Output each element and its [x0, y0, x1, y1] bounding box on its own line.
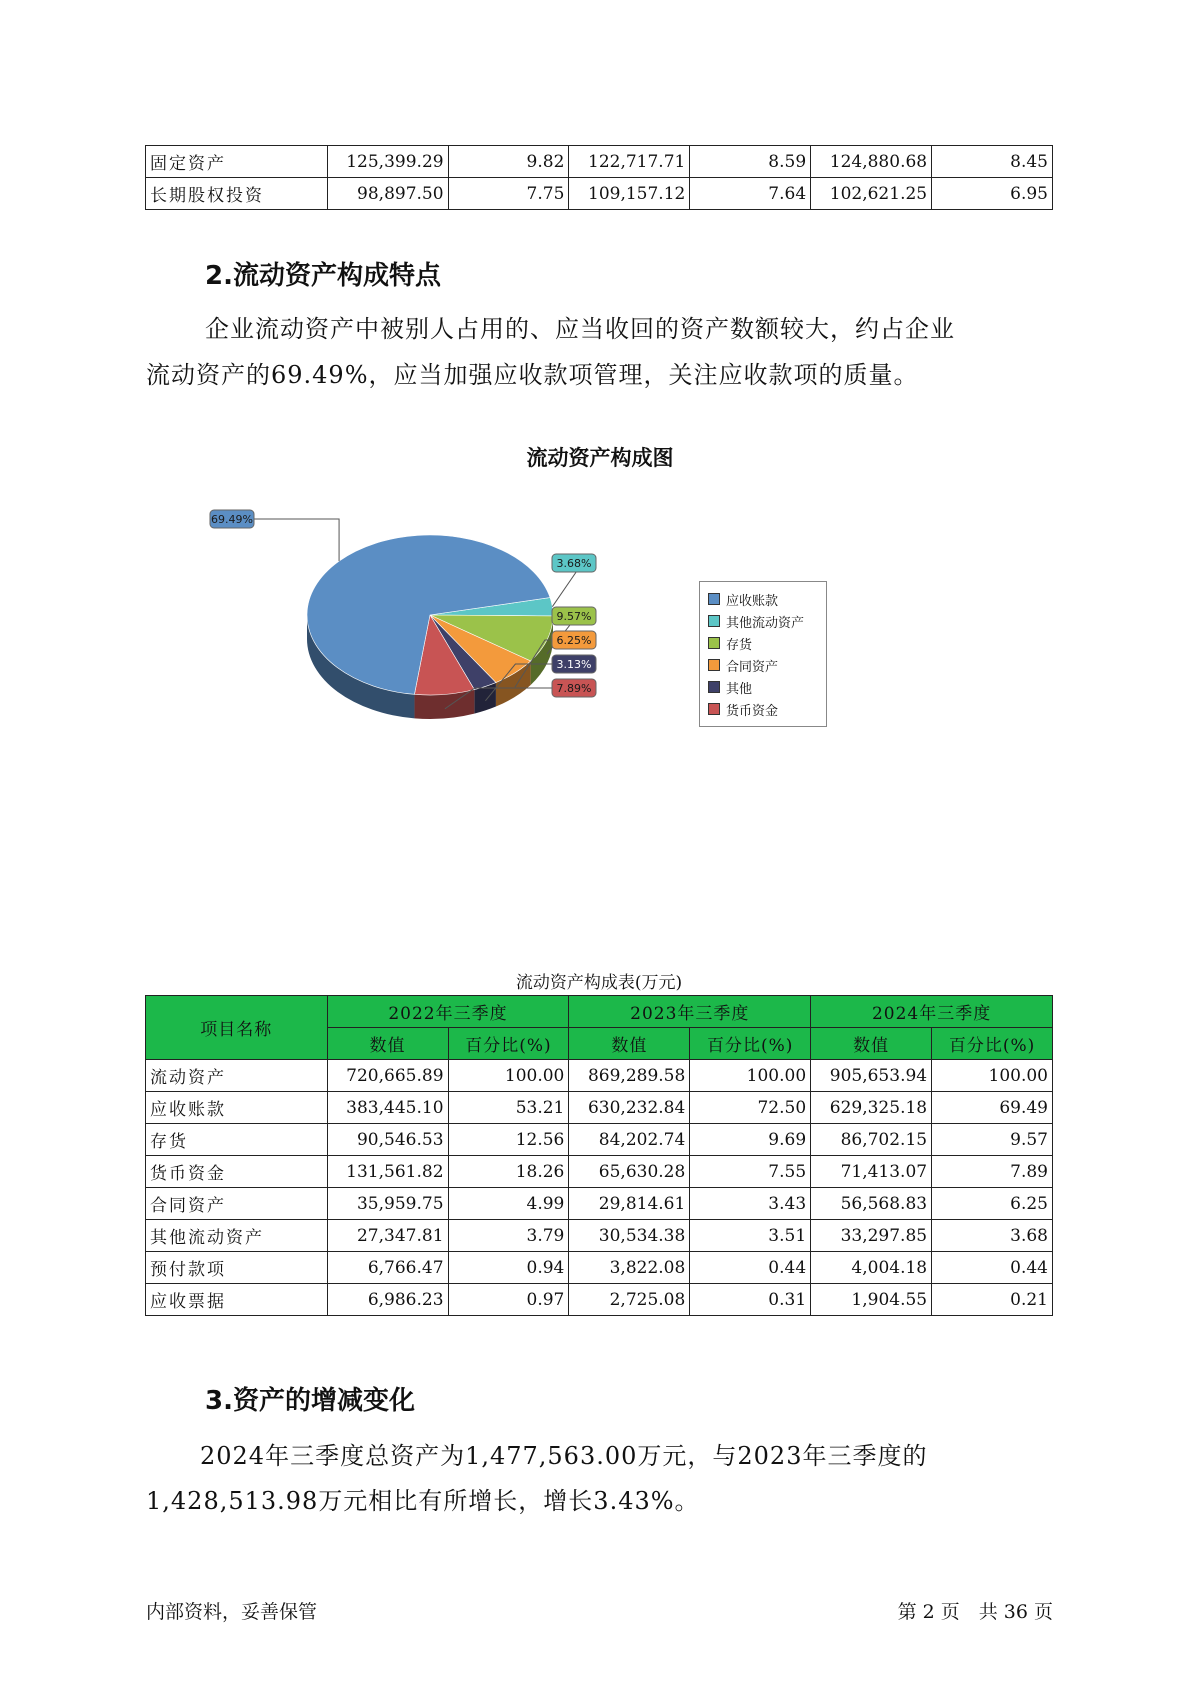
pct-cell: 72.50 [690, 1092, 811, 1124]
value-cell: 56,568.83 [811, 1188, 932, 1220]
pct-cell: 100.00 [448, 1060, 569, 1092]
legend-label: 合同资产 [726, 659, 779, 675]
table-row [146, 1060, 1053, 1092]
row-name: 合同资产 [146, 1188, 328, 1220]
header-pct: 百分比(%) [448, 1028, 569, 1060]
value-cell: 109,157.12 [569, 178, 690, 210]
chart-title: 流动资产构成图 [526, 446, 674, 470]
pct-cell: 53.21 [448, 1092, 569, 1124]
pct-cell: 0.44 [932, 1252, 1053, 1284]
pct-cell: 100.00 [932, 1060, 1053, 1092]
row-name: 其他流动资产 [146, 1220, 328, 1252]
pct-cell: 7.55 [690, 1156, 811, 1188]
value-cell: 90,546.53 [327, 1124, 448, 1156]
pct-cell: 0.44 [690, 1252, 811, 1284]
value-cell: 98,897.50 [327, 178, 448, 210]
table-row [146, 178, 1053, 210]
data-label: 6.25% [556, 634, 592, 647]
pct-cell: 100.00 [690, 1060, 811, 1092]
data-label: 9.57% [556, 610, 592, 623]
legend-item [708, 698, 818, 720]
pct-cell: 18.26 [448, 1156, 569, 1188]
table-caption: 流动资产构成表(万元) [515, 973, 683, 993]
value-cell: 33,297.85 [811, 1220, 932, 1252]
data-label: 3.68% [556, 557, 592, 570]
legend-item [708, 610, 818, 632]
value-cell: 122,717.71 [569, 146, 690, 178]
section2-para-line1: 企业流动资产中被别人占用的、应当收回的资产数额较大，约占企业 [205, 315, 955, 343]
row-name: 应收票据 [146, 1284, 328, 1316]
legend-label: 存货 [726, 637, 753, 653]
table-row [146, 1284, 1053, 1316]
pct-cell: 9.69 [690, 1124, 811, 1156]
section2-para-line2: 流动资产的69.49%，应当加强应收款项管理，关注应收款项的质量。 [146, 361, 919, 389]
header-pct: 百分比(%) [932, 1028, 1053, 1060]
header-value: 数值 [569, 1028, 690, 1060]
value-cell: 383,445.10 [327, 1092, 448, 1124]
table-row [146, 1220, 1053, 1252]
leader-line [254, 519, 339, 561]
table-row [146, 1252, 1053, 1284]
value-cell: 124,880.68 [811, 146, 932, 178]
header-year-2024: 2024年三季度 [811, 996, 1053, 1028]
legend-label: 其他 [726, 681, 753, 697]
pct-cell: 3.43 [690, 1188, 811, 1220]
legend-swatch [708, 703, 720, 715]
pct-cell: 12.56 [448, 1124, 569, 1156]
pct-cell: 0.21 [932, 1284, 1053, 1316]
footer-left: 内部资料，妥善保管 [146, 1601, 318, 1623]
header-value: 数值 [327, 1028, 448, 1060]
header-item-name: 项目名称 [146, 996, 328, 1060]
pct-cell: 3.51 [690, 1220, 811, 1252]
value-cell: 869,289.58 [569, 1060, 690, 1092]
footer-page-number: 第 2 页 共 36 页 [897, 1601, 1053, 1623]
value-cell: 630,232.84 [569, 1092, 690, 1124]
value-cell: 71,413.07 [811, 1156, 932, 1188]
value-cell: 125,399.29 [327, 146, 448, 178]
value-cell: 84,202.74 [569, 1124, 690, 1156]
header-value: 数值 [811, 1028, 932, 1060]
value-cell: 905,653.94 [811, 1060, 932, 1092]
value-cell: 6,766.47 [327, 1252, 448, 1284]
main-table [145, 995, 1053, 1316]
legend-swatch [708, 593, 720, 605]
row-name: 应收账款 [146, 1092, 328, 1124]
value-cell: 720,665.89 [327, 1060, 448, 1092]
value-cell: 102,621.25 [811, 178, 932, 210]
legend-label: 其他流动资产 [726, 615, 805, 631]
row-name: 长期股权投资 [146, 178, 328, 210]
value-cell: 65,630.28 [569, 1156, 690, 1188]
value-cell: 29,814.61 [569, 1188, 690, 1220]
value-cell: 1,904.55 [811, 1284, 932, 1316]
top-table [145, 145, 1053, 210]
table-row [146, 1124, 1053, 1156]
legend-label: 货币资金 [726, 703, 779, 719]
value-cell: 35,959.75 [327, 1188, 448, 1220]
header-year-2022: 2022年三季度 [327, 996, 569, 1028]
chart-legend [699, 581, 827, 727]
section3-heading: 3.资产的增减变化 [205, 1386, 415, 1416]
legend-swatch [708, 615, 720, 627]
data-label: 69.49% [211, 513, 253, 526]
legend-label: 应收账款 [726, 593, 779, 609]
pct-cell: 3.79 [448, 1220, 569, 1252]
header-pct: 百分比(%) [690, 1028, 811, 1060]
table-row [146, 146, 1053, 178]
pct-cell: 9.57 [932, 1124, 1053, 1156]
value-cell: 3,822.08 [569, 1252, 690, 1284]
legend-item [708, 676, 818, 698]
section3-para-line1: 2024年三季度总资产为1,477,563.00万元，与2023年三季度的 [200, 1442, 928, 1470]
pct-cell: 6.25 [932, 1188, 1053, 1220]
pct-cell: 6.95 [932, 178, 1053, 210]
legend-item [708, 588, 818, 610]
value-cell: 131,561.82 [327, 1156, 448, 1188]
pct-cell: 7.64 [690, 178, 811, 210]
pct-cell: 7.89 [932, 1156, 1053, 1188]
row-name: 流动资产 [146, 1060, 328, 1092]
legend-swatch [708, 637, 720, 649]
pct-cell: 69.49 [932, 1092, 1053, 1124]
pct-cell: 8.59 [690, 146, 811, 178]
value-cell: 4,004.18 [811, 1252, 932, 1284]
pct-cell: 0.31 [690, 1284, 811, 1316]
row-name: 固定资产 [146, 146, 328, 178]
table-row [146, 1092, 1053, 1124]
header-year-2023: 2023年三季度 [569, 996, 811, 1028]
section2-heading: 2.流动资产构成特点 [205, 261, 441, 291]
value-cell: 86,702.15 [811, 1124, 932, 1156]
table-row [146, 1156, 1053, 1188]
row-name: 货币资金 [146, 1156, 328, 1188]
pct-cell: 4.99 [448, 1188, 569, 1220]
pct-cell: 0.94 [448, 1252, 569, 1284]
value-cell: 27,347.81 [327, 1220, 448, 1252]
value-cell: 30,534.38 [569, 1220, 690, 1252]
section3-para-line2: 1,428,513.98万元相比有所增长，增长3.43%。 [146, 1487, 700, 1515]
legend-swatch [708, 659, 720, 671]
row-name: 存货 [146, 1124, 328, 1156]
legend-item [708, 632, 818, 654]
pct-cell: 0.97 [448, 1284, 569, 1316]
pct-cell: 8.45 [932, 146, 1053, 178]
data-label: 7.89% [556, 682, 592, 695]
value-cell: 6,986.23 [327, 1284, 448, 1316]
value-cell: 629,325.18 [811, 1092, 932, 1124]
table-row [146, 1188, 1053, 1220]
pct-cell: 7.75 [448, 178, 569, 210]
data-label: 3.13% [556, 658, 592, 671]
legend-item [708, 654, 818, 676]
value-cell: 2,725.08 [569, 1284, 690, 1316]
pct-cell: 9.82 [448, 146, 569, 178]
pct-cell: 3.68 [932, 1220, 1053, 1252]
legend-swatch [708, 681, 720, 693]
row-name: 预付款项 [146, 1252, 328, 1284]
